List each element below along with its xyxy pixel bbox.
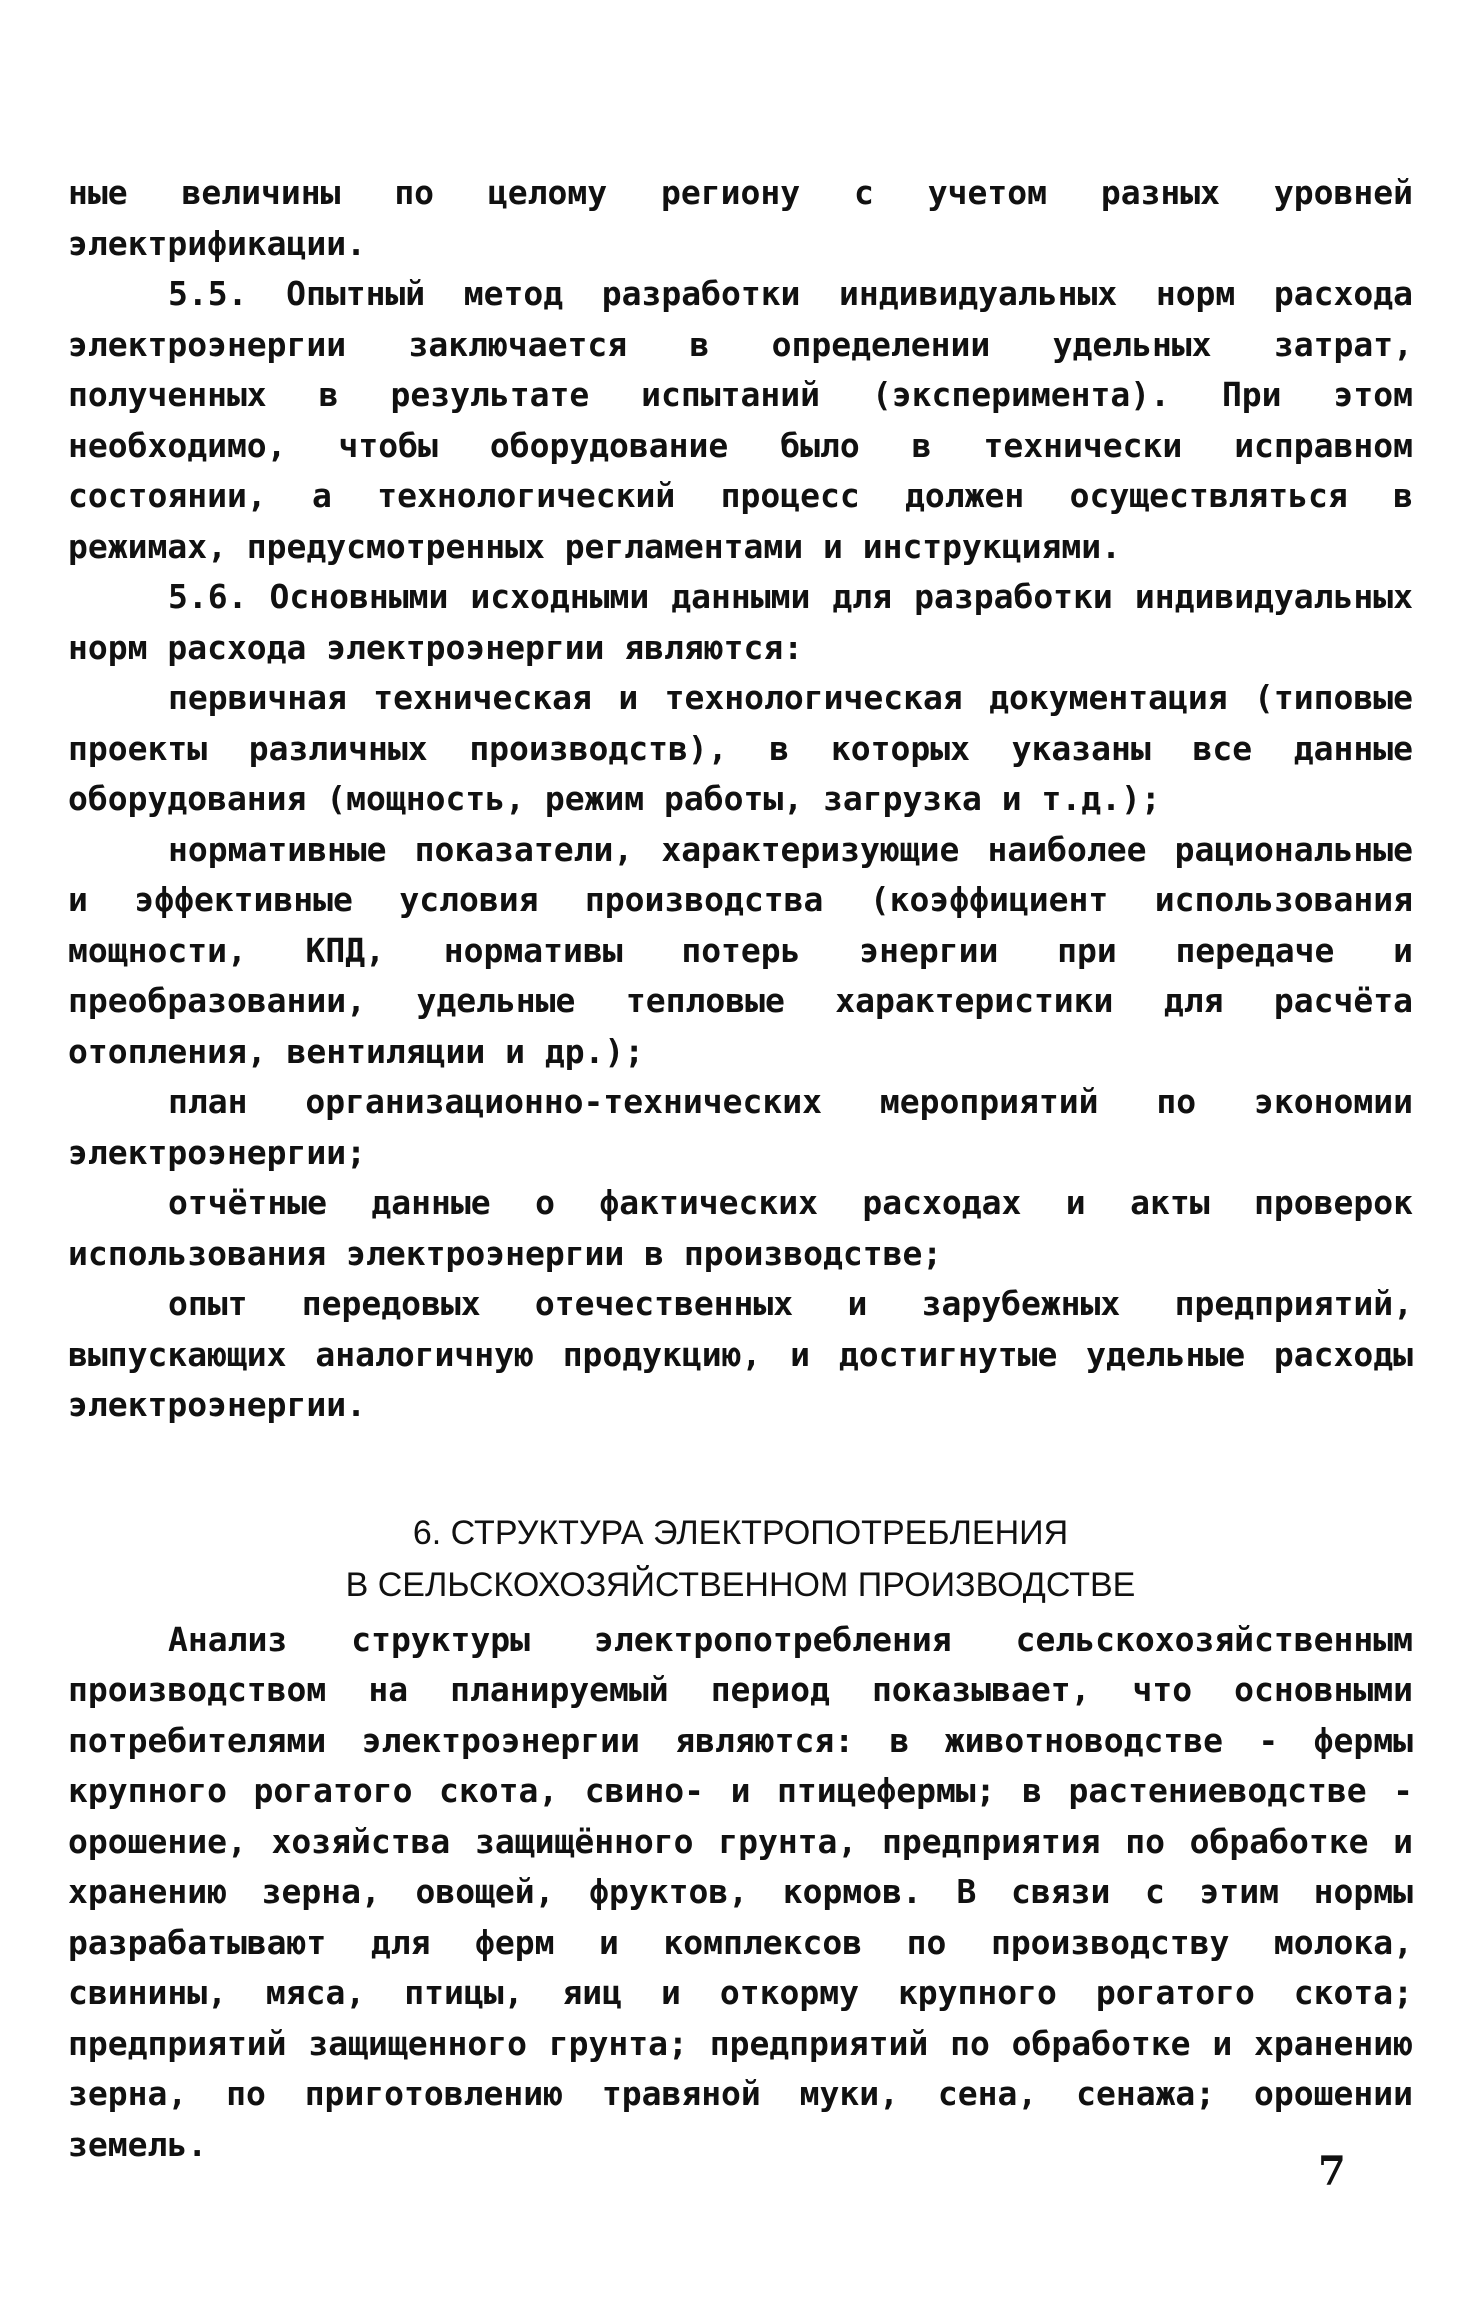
paragraph-continuation: ные величины по целому региону с учетом разных уровней электрификации. <box>68 173 1413 263</box>
section-body-paragraph: Анализ структуры электропотребления сельскохозяйственным производством на планируемый период показывает, что основными потребителями электроэнергии являются: в животноводстве - фермы крупного рогатого скота, свино- и птицефермы; в растениеводстве - орошение, хозяйства защищённого грунта, предприятия по обработке и хранению зерна, овощей, фруктов, кормов. В связи с этим нормы разрабатывают для ферм и комплексов по производству молока, свинины, мяса, птицы, яиц и откорму крупного рогатого скота; предприятий защищенного грунта; предприятий по обработке и хранению зерна, по приготовлению травяной муки, сена, сенажа; орошении земель. <box>68 1619 1413 2164</box>
list-item-plan: план организационно-технических мероприятий по экономии электроэнергии; <box>68 1082 1413 1172</box>
list-item-report-data: отчётные данные о фактических расходах и акты проверок использования электроэнергии в производстве; <box>68 1183 1413 1273</box>
section-heading-line1: 6. СТРУКТУРА ЭЛЕКТРОПОТРЕБЛЕНИЯ <box>412 1513 1069 1552</box>
list-item-documentation: первичная техническая и технологическая документация (типовые проекты различных производств), в которых указаны все данные оборудования (мощность, режим работы, загрузка и т.д.); <box>68 678 1413 818</box>
list-item-experience: опыт передовых отечественных и зарубежных предприятий, выпускающих аналогичную продукцию, и достигнутые удельные расходы электроэнергии. <box>68 1284 1413 1424</box>
section-heading-line2: В СЕЛЬСКОХОЗЯЙСТВЕННОМ ПРОИЗВОДСТВЕ <box>345 1565 1136 1604</box>
section-heading <box>68 1507 1413 1611</box>
page-number: 7 <box>1318 2148 1346 2195</box>
paragraph-5-6: 5.6. Основными исходными данными для разработки индивидуальных норм расхода электроэнергии являются: <box>68 577 1413 667</box>
paragraph-5-5: 5.5. Опытный метод разработки индивидуальных норм расхода электроэнергии заключается в определении удельных затрат, полученных в результате испытаний (эксперимента). При этом необходимо, чтобы оборудование было в технически исправном состоянии, а технологический процесс должен осуществляться в режимах, предусмотренных регламентами и инструкциями. <box>68 274 1413 566</box>
list-item-normative-indicators: нормативные показатели, характеризующие наиболее рациональные и эффективные условия производства (коэффициент использования мощности, КПД, нормативы потерь энергии при передаче и преобразовании, удельные тепловые характеристики для расчёта отопления, вентиляции и др.); <box>68 829 1413 1071</box>
document-page <box>68 168 1413 2170</box>
